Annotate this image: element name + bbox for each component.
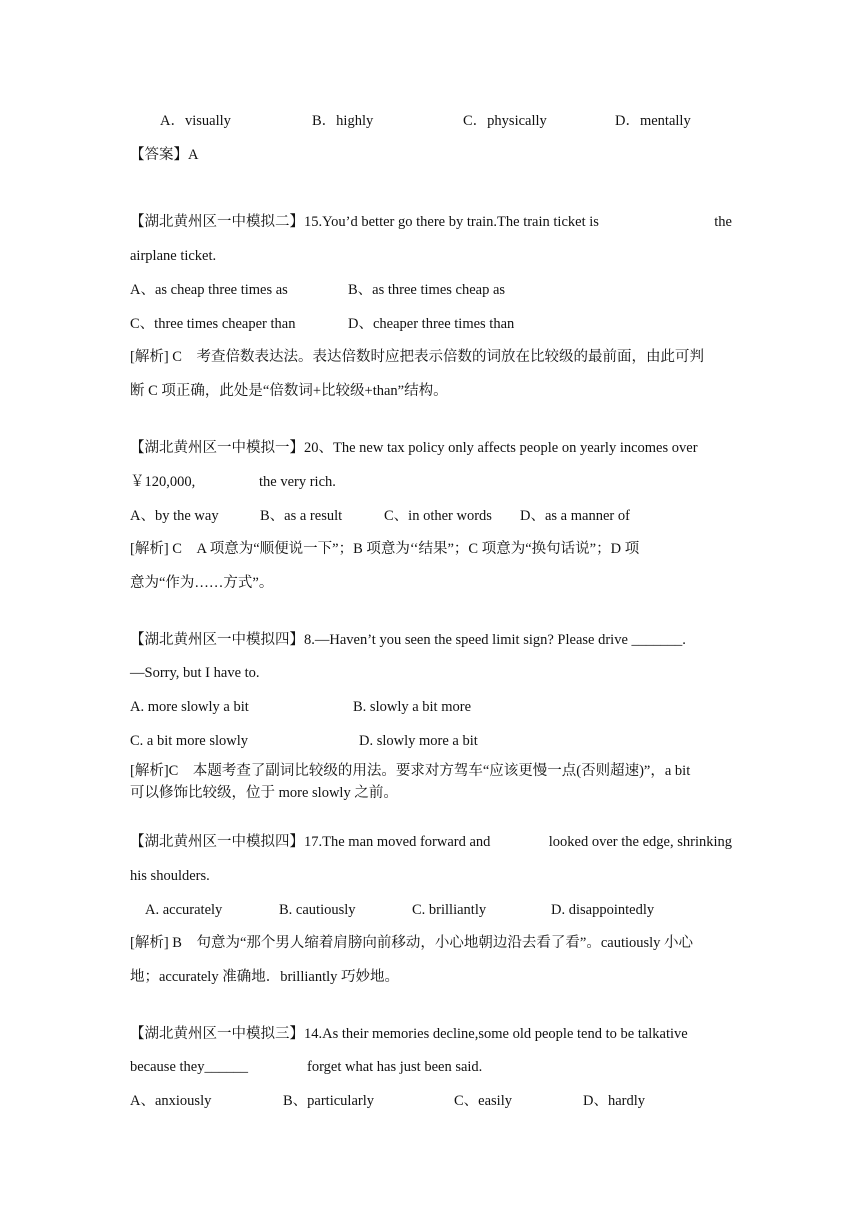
option-row [130,314,732,334]
question-stem [130,630,732,650]
option-row [130,506,732,526]
question-source: 【湖北黄州区一中模拟二】 [130,214,304,230]
option-a: A、as cheap three times as [130,282,288,298]
question-source: 【湖北黄州区一中模拟四】 [130,632,304,648]
analysis-line: [解析]C 本题考查了副词比较级的用法。要求对方驾车“应该更慢一点(否则超速)”，a bit [130,763,691,779]
analysis-line: [解析] B 句意为“那个男人缩着肩膀向前移动，小心地朝边沿去看了看”。cautiously 小心 [130,935,694,951]
question-stem-cont [130,1057,732,1077]
option-b: B. slowly a bit more [353,699,472,715]
option-a: A、by the way [130,508,219,524]
option-row [130,731,732,751]
option-d: D. slowly more a bit [359,733,478,749]
option-row [130,697,732,717]
question-stem-cont: his shoulders. [130,868,210,884]
option-a: A．visually [160,113,231,129]
question-text-end: looked over the edge, shrinking [548,834,732,850]
option-a: A. accurately [145,902,223,918]
question-text: ￥120,000, [130,474,196,490]
analysis-line: [解析] C 考查倍数表达法。表达倍数时应把表示倍数的词放在比较级的最前面，由此可判 [130,349,704,365]
option-c: C．physically [463,113,547,129]
option-d: D. disappointedly [551,902,655,918]
analysis-line: 地；accurately 准确地．brilliantly 巧妙地。 [130,969,399,985]
analysis-line: 断 C 项正确，此处是“倍数词+比较级+than”结构。 [130,383,448,399]
question-text: the very rich. [259,474,336,490]
question-source: 【湖北黄州区一中模拟一】 [130,440,304,456]
question-text: forget what has just been said. [307,1059,483,1075]
question-text: 14.As their memories decline,some old people tend to be talkative [304,1026,688,1042]
analysis-line: [解析] C A 项意为“顺便说一下”；B 项意为‘‘结果”；C 项意为“换句话说”；D 项 [130,541,640,557]
option-b: B、as a result [260,508,343,524]
option-d: D、cheaper three times than [348,316,515,332]
option-row [130,111,732,131]
question-source: 【湖北黄州区一中模拟四】 [130,834,304,850]
question-text-end: the [714,214,732,230]
analysis-line: 可以修饰比较级，位于 more slowly 之前。 [130,785,398,801]
question-source: 【湖北黄州区一中模拟三】 [130,1026,304,1042]
option-a: A、anxiously [130,1093,212,1109]
option-c: C、easily [454,1093,512,1109]
question-stem-cont: airplane ticket. [130,248,217,264]
option-b: B．highly [312,113,374,129]
question-stem [130,212,732,232]
question-text: 15.You’d better go there by train.The train ticket is [304,214,599,230]
option-c: C、three times cheaper than [130,316,296,332]
option-row [130,280,732,300]
question-stem [130,1024,732,1044]
option-b: B. cautiously [279,902,356,918]
question-text: 20、The new tax policy only affects people on yearly incomes over [304,440,698,456]
option-c: C. brilliantly [412,902,487,918]
question-text: 8.—Haven’t you seen the speed limit sign? Please drive _______. [304,632,686,648]
option-b: B、as three times cheap as [348,282,506,298]
question-text: 17.The man moved forward and [304,834,491,850]
option-c: C、in other words [384,508,492,524]
option-d: D．mentally [615,113,691,129]
question-stem-cont: —Sorry, but I have to. [130,665,260,681]
question-text: because they______ [130,1059,248,1075]
option-a: A. more slowly a bit [130,699,249,715]
analysis-line: 意为“作为……方式”。 [130,575,274,591]
option-row [130,900,732,920]
question-stem [130,832,732,852]
option-d: D、as a manner of [520,508,630,524]
option-b: B、particularly [283,1093,375,1109]
option-row [130,1091,732,1111]
option-c: C. a bit more slowly [130,733,249,749]
answer-line: 【答案】A [130,147,199,163]
question-stem [130,438,732,458]
question-stem-cont [130,472,732,492]
option-d: D、hardly [583,1093,646,1109]
